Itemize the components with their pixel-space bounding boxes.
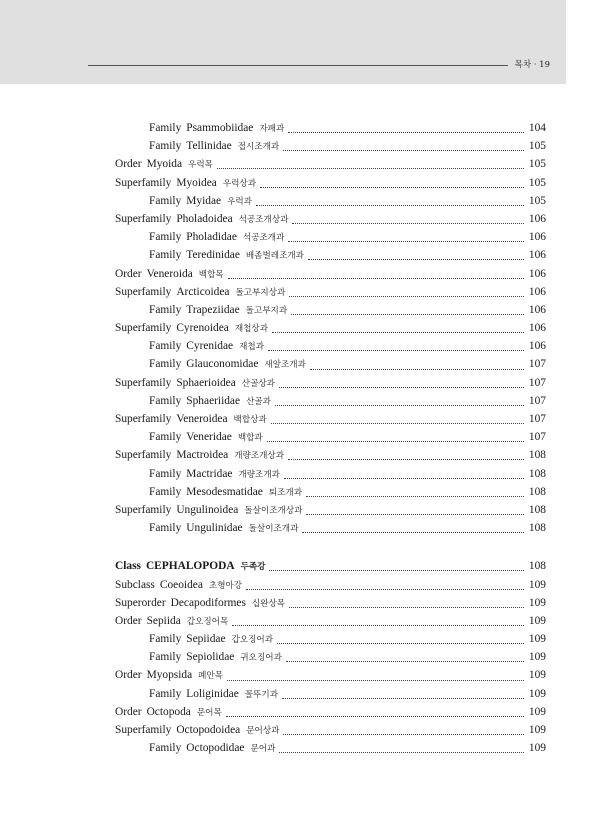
toc-page-number: 107 [528,431,546,444]
toc-page-number: 105 [528,194,546,207]
toc-entry[interactable] [115,122,546,140]
toc-rank: Superfamily [115,176,172,189]
toc-page-number: 106 [528,231,546,244]
toc-korean-name: 돌살이조개상과 [244,505,303,516]
toc-page-number: 106 [528,322,546,335]
toc-rank: Family [149,358,182,371]
toc-taxon-name: Sepiida [146,614,181,627]
toc-page-number: 109 [528,687,546,700]
toc-korean-name: 두족강 [240,562,266,573]
toc-taxon-name: Veneroida [146,267,193,280]
toc-korean-name: 재첩상과 [234,324,269,335]
toc-rank: Order [115,158,142,171]
toc-taxon-name: Veneroidea [176,413,228,425]
toc-dot-leader [289,607,524,608]
header-band [0,0,566,84]
toc-dot-leader [310,369,524,370]
toc-taxon-name: Sphaerioidea [176,376,236,389]
toc-dot-leader [283,150,524,151]
toc-rank: Superfamily [115,449,172,462]
toc-korean-name: 십완상목 [251,598,286,609]
toc-dot-leader [279,752,524,753]
toc-korean-name: 귀오징어과 [240,653,282,664]
toc-dot-leader [271,423,524,424]
toc-rank: Superfamily [115,212,172,225]
toc-rank: Superfamily [115,376,172,389]
toc-korean-name: 돌고부지과 [245,305,288,316]
toc-rank: Family [149,140,182,153]
toc-dot-leader [226,716,524,717]
toc-taxon-name: Coeoidea [159,578,203,591]
toc-page-number: 106 [528,340,546,353]
toc-korean-name: 갑오징어과 [231,635,274,646]
toc-dot-leader [277,643,524,644]
toc-korean-name: 돌살이조개과 [248,524,299,535]
toc-entry[interactable] [115,597,546,615]
toc-korean-name: 개량조개상과 [234,451,284,462]
toc-dot-leader [228,278,524,279]
toc-korean-name: 새알조개과 [264,360,306,371]
toc-page-number: 108 [528,449,546,462]
toc-page-number: 108 [528,503,546,516]
toc-taxon-name: Ungulinidae [186,522,243,535]
toc-page-number: 105 [528,140,546,153]
toc-rank: Family [149,194,182,207]
toc-dot-leader [275,405,524,406]
toc-korean-name: 문어목 [196,707,222,718]
toc-korean-name: 백합상과 [233,415,267,425]
toc-rank: Family [149,485,182,498]
toc-rank: Family [149,467,182,480]
toc-taxon-name: Trapeziidae [186,303,240,316]
toc-entry[interactable] [115,633,546,651]
toc-taxon-name: Cyrenidae [186,340,234,353]
toc-entry[interactable] [115,669,546,687]
toc-rank: Order [115,614,142,627]
toc-entry[interactable] [115,377,546,395]
toc-korean-name: 꼴뚜기과 [244,689,279,700]
toc-dot-leader [291,314,524,315]
toc-korean-name: 배좀벌레조개과 [245,251,304,262]
toc-page-number: 109 [528,669,546,682]
toc-page-number: 109 [528,633,546,646]
toc-korean-name: 퇴조개과 [268,487,303,498]
toc-entry[interactable] [115,322,546,340]
toc-korean-name: 개량조개과 [238,469,280,480]
toc-taxon-name: Veneridae [186,431,232,444]
toc-rank: Class [115,560,141,573]
toc-taxon-name: Myoida [146,158,183,171]
toc-entry[interactable] [115,431,546,449]
toc-dot-leader [306,496,524,497]
toc-page-number: 109 [528,724,546,736]
toc-taxon-name: Octopodidae [186,742,245,755]
toc-dot-leader [232,625,524,626]
toc-korean-name: 문어과 [250,744,276,755]
toc-page-number: 105 [528,176,546,189]
toc-dot-leader [279,387,524,388]
toc-entry[interactable] [115,268,546,286]
toc-korean-name: 폐안목 [198,671,224,682]
toc-taxon-name: Octopodoidea [176,724,241,736]
toc-page-number: 108 [528,522,546,535]
toc-taxon-name: Tellinidae [186,140,232,153]
toc-dot-leader [267,441,524,442]
toc-korean-name: 백합과 [237,433,263,444]
toc-entry[interactable] [115,395,546,413]
toc-page-number: 105 [528,158,546,171]
toc-dot-leader [308,259,524,260]
toc-entry[interactable] [115,706,546,724]
toc-entry[interactable] [115,249,546,267]
toc-entry[interactable] [115,358,546,376]
toc-rank: Superfamily [115,322,172,335]
toc-taxon-name: Sepiolidae [186,651,235,664]
toc-taxon-name: Octopoda [146,705,191,718]
toc-taxon-name: Myidae [186,194,222,207]
toc-rank: Family [149,633,182,646]
toc-taxon-name: Mesodesmatidae [186,485,263,498]
toc-entry[interactable] [115,651,546,669]
toc-korean-name: 돌고부지상과 [235,287,286,298]
toc-entry[interactable] [115,158,546,176]
toc-dot-leader [286,661,524,662]
toc-taxon-name: Ungulinoidea [176,503,239,516]
toc-entry[interactable] [115,231,546,249]
toc-korean-name: 산골과 [246,396,271,407]
toc-korean-name: 초형아강 [208,580,243,591]
toc-entry[interactable] [115,468,546,486]
toc-dot-leader [272,332,524,333]
toc-rank: Family [149,431,182,444]
toc-dot-leader [288,241,524,242]
toc-page-number: 106 [528,285,546,298]
toc-page-number: 107 [528,358,546,371]
toc-dot-leader [289,296,524,297]
toc-rank: Order [115,669,142,682]
toc-rank: Family [149,122,182,134]
toc-entry[interactable] [115,195,546,213]
toc-entry[interactable] [115,522,546,540]
toc-page-number: 106 [528,267,546,280]
toc-page-number: 108 [528,467,546,480]
toc-dot-leader [217,168,524,169]
toc-page-number: 107 [528,413,546,425]
toc-korean-name: 백합목 [198,269,224,280]
toc-rank: Superfamily [115,724,172,736]
toc-korean-name: 접시조개과 [237,142,280,153]
toc-rank: Family [149,522,182,535]
toc-page-number: 109 [528,614,546,627]
toc-entry[interactable] [115,742,546,760]
toc-dot-leader [282,698,524,699]
toc-rank: Superfamily [115,413,172,425]
toc-entry[interactable] [115,177,546,195]
toc-taxon-name: CEPHALOPODA [145,560,235,573]
toc-korean-name: 석공조개상과 [238,214,289,225]
toc-page-number: 106 [528,249,546,262]
header-rule [88,65,508,66]
toc-page-number: 109 [528,742,546,755]
toc-taxon-name: Sepiidae [186,633,226,646]
toc-page-number: 109 [528,705,546,718]
toc-rank: Family [149,742,182,755]
toc-taxon-name: Decapodiformes [170,596,246,609]
toc-dot-leader [246,589,524,590]
toc-page-number: 104 [528,122,546,134]
toc-entry[interactable] [115,560,546,578]
toc-rank: Family [149,651,182,664]
toc-entry[interactable] [115,304,546,322]
toc-rank: Family [149,231,182,244]
toc-dot-leader [284,478,524,479]
toc-entry[interactable] [115,286,546,304]
toc-entry[interactable] [115,579,546,597]
toc-entry[interactable] [115,504,546,522]
toc-rank: Order [115,705,142,718]
toc-taxon-name: Teredinidae [186,249,240,262]
toc-rank: Family [149,394,182,407]
toc-dot-leader [283,734,524,735]
toc-rank: Order [115,267,142,280]
toc-korean-name: 우럭과 [227,196,252,207]
toc-rank: Family [149,303,182,316]
toc-dot-leader [227,680,524,681]
toc-dot-leader [292,223,524,224]
toc-entry[interactable] [115,615,546,633]
toc-taxon-name: Psammobiidae [186,122,254,134]
toc-dot-leader [256,205,524,206]
toc-korean-name: 우럭상과 [222,178,257,189]
toc-entry[interactable] [115,688,546,706]
toc-taxon-name: Myopsida [146,669,193,682]
toc-taxon-name: Myoidea [176,176,217,189]
toc-rank: Superfamily [115,503,172,516]
toc-taxon-name: Mactroidea [176,449,229,462]
toc-entry[interactable] [115,486,546,504]
toc-taxon-name: Pholadidae [186,231,237,244]
toc-rank: Superorder [115,596,166,609]
toc-entry[interactable] [115,449,546,467]
toc-taxon-name: Cyrenoidea [176,322,229,335]
toc-taxon-name: Arcticoidea [176,285,230,298]
toc-korean-name: 석공조개과 [242,233,285,244]
running-head: 목차 · 19 [514,60,550,70]
toc-entry[interactable] [115,413,546,431]
toc-rank: Family [149,340,182,353]
toc-page-number: 108 [528,560,546,573]
toc-dot-leader [288,132,524,133]
toc-dot-leader [288,459,524,460]
toc-korean-name: 산골상과 [241,378,275,389]
toc-page-number: 109 [528,596,546,609]
toc-korean-name: 자패과 [259,124,285,134]
toc-page-number: 106 [528,212,546,225]
toc-dot-leader [269,570,524,571]
toc-korean-name: 문어상과 [246,726,280,736]
toc-dot-leader [302,532,524,533]
table-of-contents [115,122,546,760]
toc-taxon-name: Sphaeriidae [186,394,241,407]
toc-page-number: 109 [528,651,546,664]
toc-rank: Family [149,687,182,700]
toc-entry[interactable] [115,213,546,231]
toc-rank: Family [149,249,182,262]
toc-page-number: 107 [528,394,546,407]
toc-page-number: 106 [528,303,546,316]
toc-entry[interactable] [115,724,546,742]
toc-dot-leader [260,187,524,188]
toc-korean-name: 우럭목 [188,160,213,171]
toc-page-number: 107 [528,376,546,389]
toc-page-number: 108 [528,485,546,498]
toc-page-number: 109 [528,578,546,591]
toc-korean-name: 갑오징어목 [186,616,229,627]
toc-taxon-name: Loliginidae [186,687,239,700]
toc-taxon-name: Mactridae [186,467,233,480]
toc-rank: Superfamily [115,285,172,298]
toc-korean-name: 재첩과 [239,342,264,353]
toc-taxon-name: Pholadoidea [176,212,233,225]
toc-dot-leader [268,350,524,351]
toc-entry[interactable] [115,140,546,158]
toc-rank: Subclass [115,578,155,591]
toc-dot-leader [306,514,524,515]
toc-taxon-name: Glauconomidae [186,358,259,371]
toc-entry[interactable] [115,340,546,358]
